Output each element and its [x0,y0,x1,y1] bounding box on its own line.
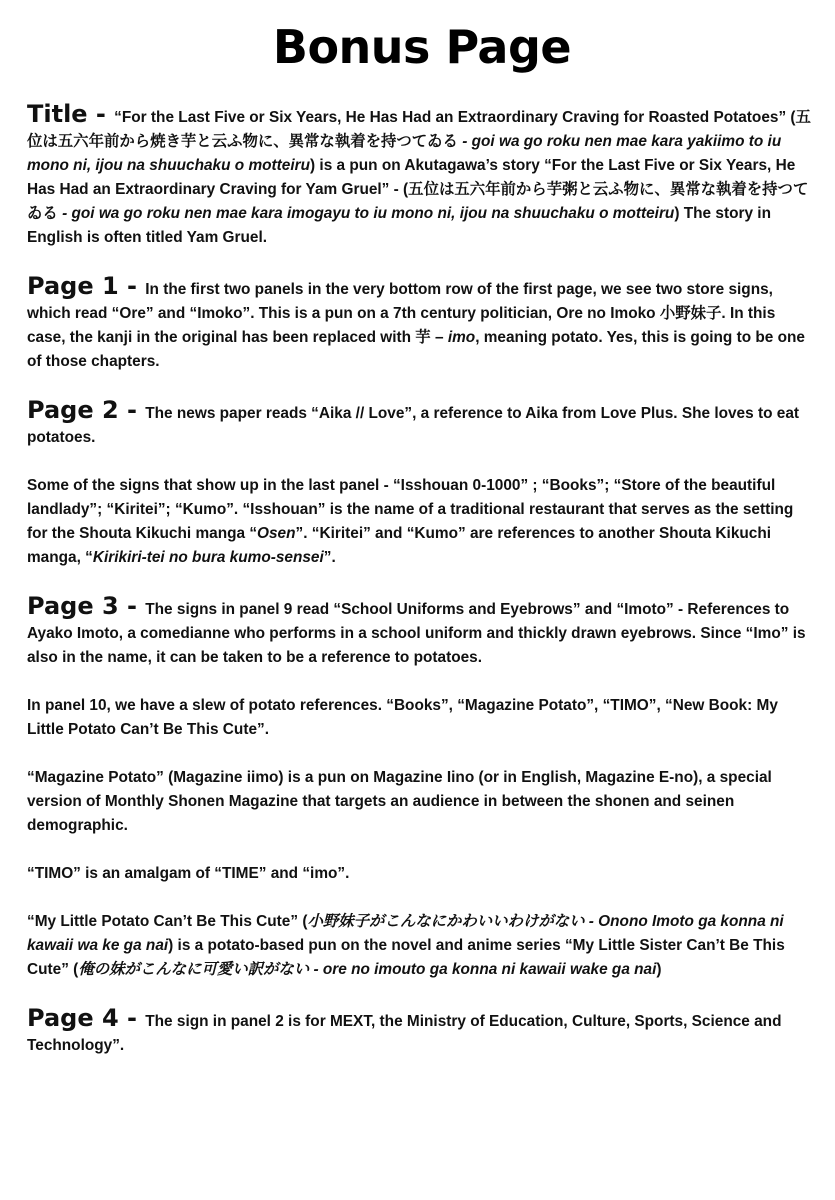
note-text: “TIMO” is an amalgam of “TIME” and “imo”. [27,865,350,882]
page2-note [27,398,817,450]
note-text: ) is a pun on Akutagawa’s story “For the Last Five or Six Years, He Has Had an Extraordinary Craving for Yam Gruel” - (五位は五六年前から芋粥と云ふ物に、異常な執着を持つてゐる [27,157,809,222]
note-text: ) The story in English is often titled Yam Gruel. [27,205,771,246]
page3-note [27,594,817,670]
section-heading: Title - [27,100,106,128]
note-text: “My Little Potato Can’t Be This Cute” ( [27,913,308,930]
page3-potato-cute-note [27,910,817,982]
note-text: The news paper reads “Aika // Love”, a reference to Aika from Love Plus. She loves to eat potatoes. [27,405,800,446]
page3-timo-note [27,862,817,886]
note-text: ”. [323,549,336,566]
note-text: , meaning potato. Yes, this is going to be one of those chapters. [27,329,805,370]
page-title: Bonus Page [272,20,572,74]
note-text: In the first two panels in the very bottom row of the first page, we see two store signs, which read “Ore” and “Imoko”. This is a pun on a 7th century politician, Ore no Imoko 小野妹子. In this case, the kanji in the original has been replaced with 芋 – [27,281,776,346]
page2-signs-note [27,474,817,570]
title-note [27,102,817,250]
note-text: The signs in panel 9 read “School Uniforms and Eyebrows” and “Imoto” - References to Ayako Imoto, a comedianne who performs in a school uniform and thickly drawn eyebrows. Since “Imo” is also in the name, it can be taken to be a reference to potatoes. [27,601,806,666]
page4-note [27,1006,817,1058]
page3-panel10-note [27,694,817,742]
romaji-text: 小野妹子がこんなにかわいいわけがない - Onono Imoto ga konna ni kawaii wa ke ga nai [27,913,784,954]
note-text: Some of the signs that show up in the last panel - “Isshouan 0-1000” ; “Books”; “Store of the beautiful landlady”; “Kiritei”; “Kumo”. “Isshouan” is the name of a traditional restaurant that serves as the setting for the Shouta Kikuchi manga “ [27,477,794,542]
manga-title: Kirikiri-tei no bura kumo-sensei [92,549,324,566]
romaji-text: - goi wa go roku nen mae kara imogayu to iu mono ni, ijou na shuuchaku o motteiru [62,205,675,222]
romaji-text: - goi wa go roku nen mae kara yakiimo to iu mono ni, ijou na shuuchaku o motteiru [27,133,782,174]
manga-title: Osen [257,525,296,542]
page3-magazine-note [27,766,817,838]
note-text: ”. “Kiritei” and “Kumo” are references to another Shouta Kikuchi manga, “ [27,525,772,566]
note-text: ) [656,961,662,978]
section-heading: Page 1 - [27,272,137,300]
section-heading: Page 2 - [27,396,137,424]
romaji-text: imo [447,329,476,346]
note-text: “Magazine Potato” (Magazine iimo) is a pun on Magazine Iino (or in English, Magazine E-no), a special version of Monthly Shonen Magazine that targets an audience in between the shonen and seinen demographic. [27,769,772,834]
romaji-text: 俺の妹がこんなに可愛い訳がない - ore no imouto ga konna ni kawaii wake ga nai [78,961,657,978]
note-text: The sign in panel 2 is for MEXT, the Ministry of Education, Culture, Sports, Science and Technology”. [27,1013,782,1054]
page1-note [27,274,817,374]
note-text: ) is a potato-based pun on the novel and anime series “My Little Sister Can’t Be This Cute” ( [27,937,785,978]
section-heading: Page 4 - [27,1004,137,1032]
note-text: “For the Last Five or Six Years, He Has Had an Extraordinary Craving for Roasted Potatoes” (五位は五六年前から焼き芋と云ふ物に、異常な執着を持つてゐる [27,109,811,150]
section-heading: Page 3 - [27,592,137,620]
note-text: In panel 10, we have a slew of potato references. “Books”, “Magazine Potato”, “TIMO”, “New Book: My Little Potato Can’t Be This Cute”. [27,697,778,738]
